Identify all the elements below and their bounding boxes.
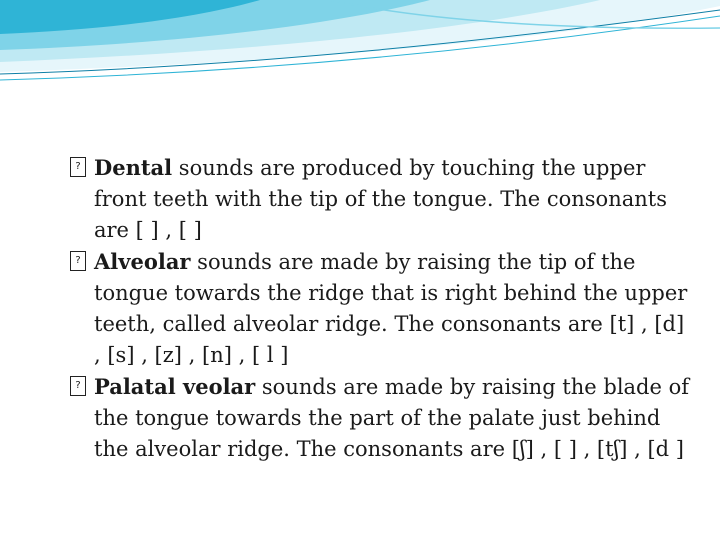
bullet-alveolar bbox=[70, 246, 690, 371]
alveolar-description: sounds are made by raising the tip of the tongue towards the ridge that is right behind the upper teeth, called alveolar ridge. The consonants are [t] , [d] , [s] , [z] , [n] , [ l ] bbox=[94, 250, 688, 367]
slide-body bbox=[70, 152, 690, 465]
missing-glyph-bullet-icon: ? bbox=[70, 251, 86, 271]
palatal-veolar-description: sounds are made by raising the blade of the tongue towards the part of the palate just behind the alveolar ridge. The consonants are [ʃ] , [ ] , [tʃ] , [d ] bbox=[94, 375, 690, 461]
missing-glyph-bullet-icon: ? bbox=[70, 157, 86, 177]
header-wave-decoration bbox=[0, 0, 720, 90]
bullet-palatal-veolar bbox=[70, 371, 690, 465]
dental-description: sounds are produced by touching the upper front teeth with the tip of the tongue. The consonants are [ ] , [ ] bbox=[94, 156, 667, 242]
bullet-dental bbox=[70, 152, 690, 246]
term-palatal-veolar: Palatal veolar bbox=[94, 374, 256, 399]
missing-glyph-bullet-icon: ? bbox=[70, 376, 86, 396]
term-alveolar: Alveolar bbox=[94, 249, 191, 274]
term-dental: Dental bbox=[94, 155, 173, 180]
